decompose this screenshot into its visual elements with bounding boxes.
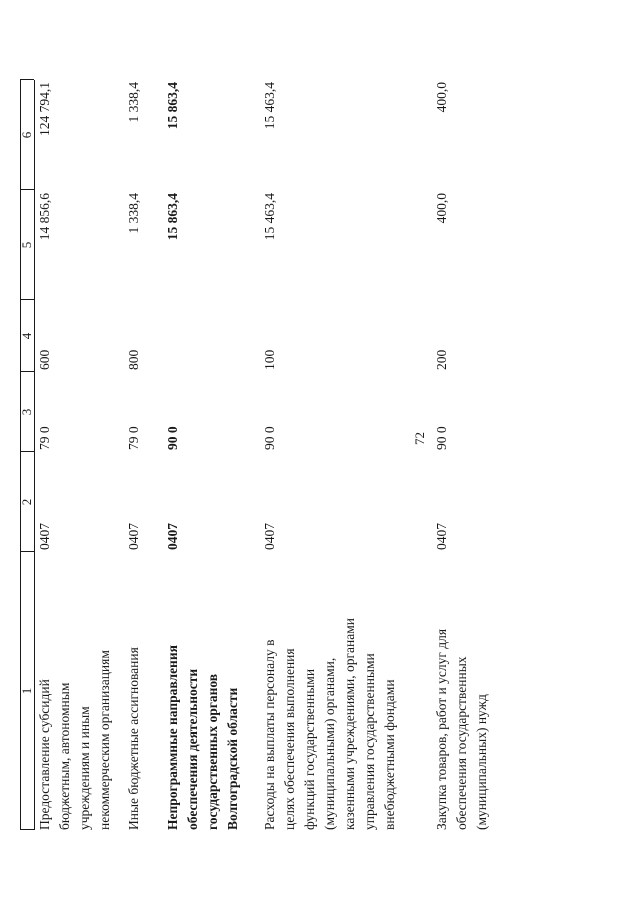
row-amount-2020: 1 338,4: [126, 193, 141, 234]
row-target: 90 0: [434, 426, 449, 450]
page-number: 72: [412, 432, 427, 445]
row-section: 0407: [126, 523, 141, 550]
row-name: Предоставление субсидий бюджетным, автономным учреждениям и иным некоммерческим организациям: [37, 650, 112, 830]
row-section: 0407: [434, 523, 449, 550]
row-section: 0407: [37, 523, 52, 550]
row-target: 79 0: [126, 426, 141, 450]
row-amount-2021: 124 794,1: [37, 82, 52, 136]
col-header-2: 2: [19, 498, 34, 506]
col-header-5: 5: [19, 241, 34, 249]
row-section: 0407: [262, 523, 277, 550]
row-name: Расходы на выплаты персоналу в целях обеспечения выполнения функций государственными (муниципальными) органами, казенными учреждениями, органами управления государственными внебюджетными фондами: [262, 618, 397, 830]
row-amount-2020: 400,0: [434, 193, 449, 224]
row-amount-2021: 400,0: [434, 82, 449, 113]
row-amount-2021: 15 463,4: [262, 82, 277, 130]
row-kind: 100: [262, 349, 277, 370]
row-amount-2021: 15 863,4: [165, 82, 180, 130]
row-name: Непрограммные направления обеспечения деятельности государственных органов Волгоградской области: [165, 645, 240, 830]
col-header-3: 3: [19, 408, 34, 416]
row-kind: 200: [434, 349, 449, 370]
row-amount-2020: 15 863,4: [165, 193, 180, 241]
row-section: 0407: [165, 523, 180, 550]
row-target: 79 0: [37, 426, 52, 450]
row-kind: 600: [37, 349, 52, 370]
row-amount-2021: 1 338,4: [126, 82, 141, 123]
row-name: Иные бюджетные ассигнования: [126, 647, 141, 830]
budget-table: [20, 80, 620, 830]
col-header-6: 6: [19, 131, 34, 139]
row-kind: 800: [126, 349, 141, 370]
col-header-1: 1: [19, 687, 34, 695]
row-target: 90 0: [262, 426, 277, 450]
row-amount-2020: 14 856,6: [37, 193, 52, 241]
row-target: 90 0: [165, 426, 180, 450]
col-header-4: 4: [19, 332, 34, 340]
row-name: Закупка товаров, работ и услуг для обеспечения государственных (муниципальных) нужд: [434, 628, 489, 830]
row-amount-2020: 15 463,4: [262, 193, 277, 241]
